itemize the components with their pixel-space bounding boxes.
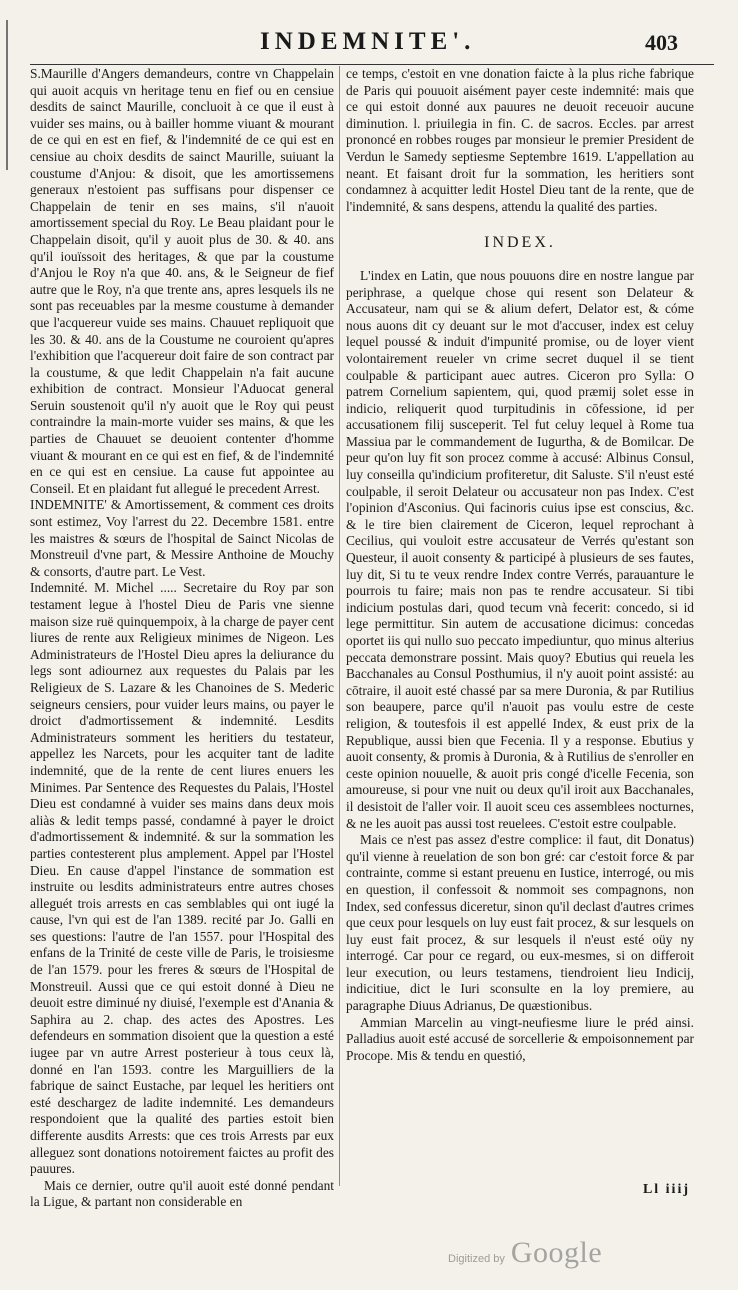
paragraph: Indemnité. M. Michel ..... Secretaire du Roy par son testament legue à l'hostel Dieu de Paris vne sienne maison size ruë quinquempoix, à la charge de payer cent liures de rente aux Religieux minimes de Nigeon. Les Administrateurs de l'Hostel Dieu apres la deliurance du legs sont adiournez aux requestes du Palais par les Religieux de S. Lazare & les Chanoines de S. Mederic seigneurs censiers, pour vuider leurs mains, ou payer le droict d'admortissement & indemnité. Lesdits Administrateurs somment les heritiers du testateur, appellez les Narcets, pour les acquiter tant de ladite indemnité, que de la rente de cent liures enuers les Minimes. Par Sentence des Requestes du Palais, l'Hostel Dieu est condamné à vuider ses mains dans deux mois aliàs & ledit temps passé, condamné à payer le droict d'admortissement & indemnité. & sur la sommation les parties contesterent plus amplement. Appel par l'Hostel Dieu. En cause d'appel l'instance de sommation est instruite ou lesdits administrateurs entre autres choses alleguét trois arrests en cas semblables qui ont iugé la cause, l'vn qui est de l'an 1389. recité par Jo. Galli en ses questions: l'autre de l'an 1557. pour l'Hospital des enfans de la Trinité de ceste ville de Paris, le troisiesme de l'an 1579. pour les freres & sœurs de l'Hospital de Monstreuil. Aussi que ce qui estoit donné à Dieu ne deuoit estre diminué ny diuisé, l'exemple est d'Anania & Saphira au 2. chap. des actes des Apostres. Les defendeurs en sommation disoient que la question a esté iugee par vn autre Arrest posterieur à tous ceux là, donné en l'an 1593. contre les Marguilliers de la fabrique de sainct Eustache, par lequel les heritiers ont esté deschargez de ladite indemnité. Les demandeurs respondoient que la qualité des parties estoit bien differente ausdits Arrests: que ces trois Arrests par eux alleguez sont donations notoirement faictes au profit des pauures. [30, 580, 334, 1177]
paragraph: Mais ce dernier, outre qu'il auoit esté donné pendant la Ligue, & partant non considerable en [30, 1177, 334, 1210]
right-column [346, 66, 694, 1064]
watermark-brand: Google [510, 1236, 603, 1269]
paragraph: INDEMNITE' & Amortissement, & comment ces droits sont estimez, Voy l'arrest du 22. Decembre 1581. entre les maistres & sœurs de l'hospital de Sainct Nicolas de Monstreuil d'vne part, & Messire Anthoine de Mouchy & consorts, d'autre part. Le Vest. [30, 497, 334, 579]
running-head-title: INDEMNITE'. [260, 28, 476, 55]
paragraph: ce temps, c'estoit en vne donation faicte à la plus riche fabrique de Paris qui pouuoit aisément payer ceste indemnité: mais que ce qui estoit donné aux pauures ne deuoit receuoir aucune diminution. l. priuilegia in fin. C. de sacros. Eccles. par arrest prononcé en robbes rouges par monsieur le premier President de Verdun le Samedy septiesme Septembre 1619. L'appellation au neant. Et faisant droit fur la sommation, les heritiers sont condamnez à acquitter ledit Hostel Dieu tant de la rente, que de l'indemnité, & sans despens, attendu la qualité des parties. [346, 66, 694, 214]
paragraph: Mais ce n'est pas assez d'estre complice: il faut, dit Donatus) qu'il vienne à reuelation de son bon gré: car c'estoit force & par contrainte, comme si estant preuenu en Iustice, interrogé, ou mis en question, il confessoit & nommoit ses compagnons, non Index, sed confessus diceretur, sinon qu'il declast d'autres crimes que ceux pour lesquels on luy eust fait procez, & sur lesquels on luy eust fait procez, & sur lesquels il n'eust esté oüy ny interrogé. Car pour ce regard, ou eux-mesmes, si on differoit leur execution, ou leurs testamens, tiendroient lieu Indicij, indicitiue, dict le Iuri sconsulte en la loy premiere, au paragraphe Diuus Adrianus, De quæstionibus. [346, 832, 694, 1014]
paragraph: L'index en Latin, que nous pouuons dire en nostre langue par periphrase, a quelque chose qui resent son Delateur & Accusateur, nam qui se & alium defert, Delator est, & cóme nous auons dit cy deuant sur le mot d'accuser, index est celuy lequel poussé & induit d'impunité promise, ou de loyer vient volontairement reueler vn crime secret duquel il se tient coulpable & participant auec autres. Ciceron pro Sylla: O patrem Cornelium sapientem, qui, quod præmij solet esse in indicio, reliquerit quod turpitudinis in cōfessione, id per accusationem filij susceperit. Tel fut celuy lequel à Rome tua Massiua par le commandement de Iugurtha, & de Bomilcar. De peur qu'on luy fit son procez comme à accusé: Albinus Consul, luy conseilla qu'indicium profiteretur, dit Saluste. S'il n'eust esté coulpable, il seroit Delateur ou accusateur non pas Index. C'est l'opinion d'Asconius. Qui facinoris cuius ipse est conscius, &c. & le tire bien clairement de Ciceron, lequel reprochant à Cecilius, qui vouloit estre accusateur de Verrés qu'estant son Questeur, il auoit consenty & participé à plusieurs de ses fautes, luy dit, Si tu te veux rendre Index contre Verrés, parauanture le pourrois tu faire; mais non pas te rendre accusateur. Si tibi indicium postulas dari, quod tecum vnà fecerit: concedo, si id lege permittitur. Sin autem de accusatione dicimus: concedas oportet iis qui nullo suo peccato impediuntur, quo minus alterius peccata demonstrare possint. Mais quoy? Ebutius qui reuela les Bacchanales au Consul Posthumius, il n'y auoit point assisté: au cōtraire, il auoit esté chassé par sa mere Duronia, & par Rutilius son beaupere, parce qu'il n'auoit pas voulu estre de ceste religion, & toutesfois il est appellé Index, & eust prix de la Republique, aussi bien que Fecenia. Il y a response. Ebutius y auoit consenty, & promis à Duronia, & à Rutilius de s'enroller en ceste opinion nouuelle, & auoit pris congé d'icelle Fecenia, son amoureuse, si pour vne nuit ou deux qu'il iroit aux Bacchanales, il desistoit de l'aller voir. Il auoit sceu ces assemblees nocturnes, & ne les auoit pas aussi tost reuelees. C'estoit estre coulpable. [346, 267, 694, 831]
digitization-watermark [448, 1236, 602, 1270]
page-number: 403 [645, 30, 678, 55]
left-column [30, 66, 334, 1211]
paragraph: Ammian Marcelin au vingt-neufiesme liure le préd ainsi. Palladius auoit esté accusé de sorcellerie & empoisonnement par Procope. Mis & tendu en questió, [346, 1014, 694, 1063]
column-divider [339, 66, 340, 1186]
page-edge-mark [6, 20, 20, 170]
watermark-prefix: Digitized by [448, 1253, 505, 1265]
signature-mark: Ll iiij [642, 1182, 690, 1197]
paragraph: S.Maurille d'Angers demandeurs, contre vn Chappelain qui auoit acquis vn heritage tenu en fief ou en censiue desdits de sainct Maurille, concluoit à ce que il eust à vuider ses mains, ou à bailler homme viuant & mourant de ce qui en est en fief, & l'indemnité de ce qui est en censiue au choix desdits de sainct Maurille, suiuant la coustume d'Anjou: & disoit, que les amortissemens generaux n'estoient pas suffisans pour dispenser ce Chappelain de tenir en ses mains, s'il n'auoit amortissement special du Roy. Le Beau plaidant pour le Chappelain disoit, qu'il y auoit plus de 30. & 40. ans qu'il iouïssoit des heritages, & que par la coustume d'Anjou le Roy n'a que 40. ans, & le Seigneur de fief autre que le Roy, n'a que trente ans, apres lesquels ils ne sont pas receuables par la mesme coustume à demander que l'acquereur vuide ses mains. Chauuet repliquoit que les 30. & 40. ans de la Coustume ne couroient qu'apres l'exhibition que l'acquereur doit faire de son contract par la coustume, & que ledit Chappelain n'a fait aucune exhibition de contract. Monsieur l'Aduocat general Seruin soustenoit qu'il n'y auoit que le Roy qui peust contraindre la main-morte vuider ses mains, & que les parties de Chauuet se deuoient contenter d'homme viuant & mourant en ce qui est en fief, & de l'indemnité en ce qui est en censiue. La cause fut appointee au Conseil. Et en plaidant fut allegué le precedent Arrest. [30, 66, 334, 496]
section-heading-index: INDEX. [484, 234, 556, 252]
header-rule [30, 64, 714, 65]
running-head [260, 28, 678, 62]
